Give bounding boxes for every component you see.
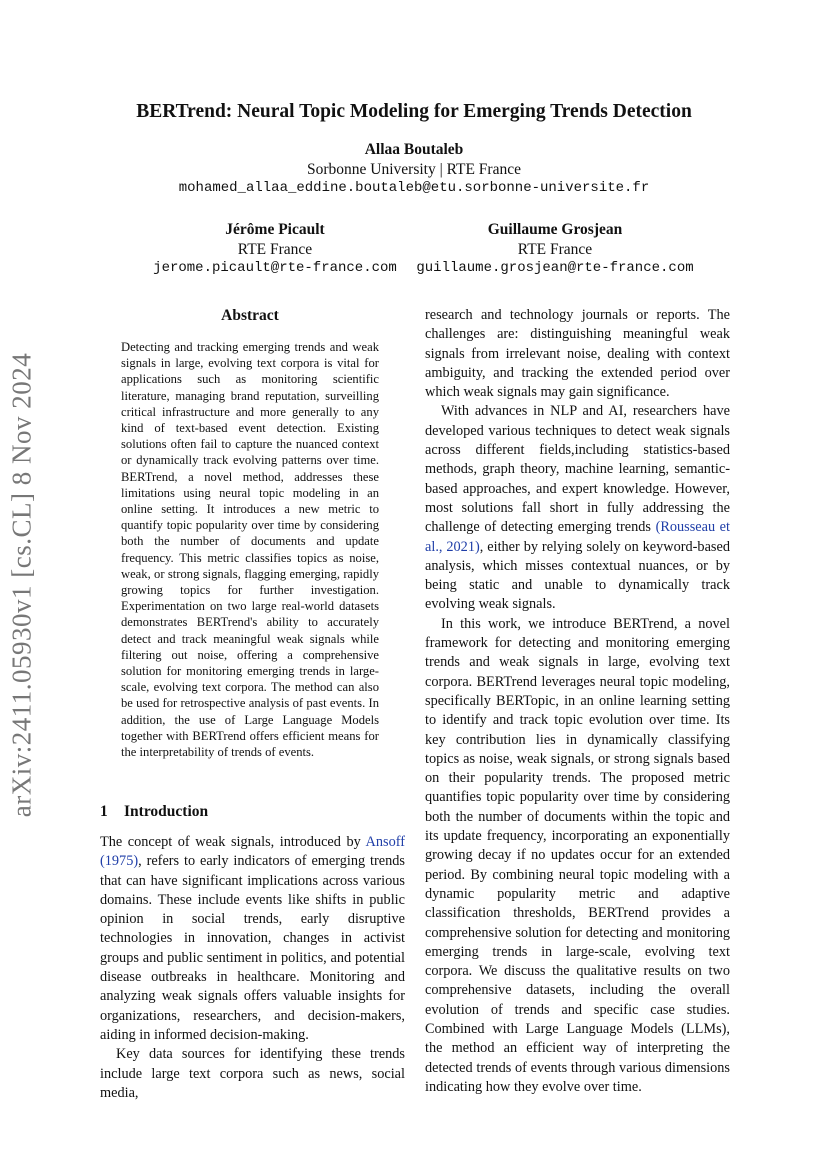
citation-link[interactable]: Ansoff (1975) (100, 834, 405, 870)
citation-link[interactable]: (Rousseau et al., 2021) (425, 519, 731, 555)
author-affiliation: RTE France (237, 240, 313, 258)
author-name: Jérôme Picault (225, 221, 325, 238)
author-affiliation: Sorbonne University | RTE France (307, 160, 521, 178)
author-email: jerome.picault@rte-france.com (153, 260, 397, 276)
left-column-body (100, 833, 405, 1103)
section-title: Introduction (124, 803, 209, 820)
intro-paragraph-2: Key data sources for identifying these trends include large text corpora such as news, social media, (100, 1046, 405, 1101)
author-email: mohamed_allaa_eddine.boutaleb@etu.sorbonne-universite.fr (178, 180, 650, 196)
author-block-3 (410, 220, 700, 279)
paragraph-text: , either by relying solely on keyword-based analysis, which misses contextual nuances, or by being static and unable to dynamically track evolving weak signals. (425, 538, 730, 613)
author-block-1 (100, 140, 728, 199)
paragraph-text: The concept of weak signals, introduced by (100, 834, 366, 850)
author-name: Guillaume Grosjean (487, 221, 623, 238)
author-email: guillaume.grosjean@rte-france.com (416, 260, 694, 276)
paragraph-text: With advances in NLP and AI, researchers have developed various techniques to detect weak signals across different fields,including statistics-based methods, graph theory, machine learning, semantic-based approaches, and expert knowledge. However, most solutions fall short in fully addressing the challenge of detecting emerging trends (425, 403, 730, 536)
arxiv-stamp-text: arXiv:2411.05930v1 [cs.CL] 8 Nov 2024 (6, 352, 37, 818)
abstract-heading: Abstract (221, 307, 279, 324)
paragraph-text: , refers to early indicators of emerging trends that can have significant implications across various domains. These include events like shifts in public opinion in social trends, early disruptive technologies in innovation, changes in activist groups and public sentiment in politics, and potential disease outbreaks in healthcare. Monitoring and analyzing weak signals offers valuable insights for organizations, researchers, and decision-makers, aiding in informed decision-making. (100, 853, 405, 1043)
author-block-2 (140, 220, 410, 279)
intro-paragraph-1 (100, 833, 405, 1045)
abstract-body: Detecting and tracking emerging trends and weak signals in large, evolving text corpora is vital for applications such as monitoring scientific literature, managing brand reputation, surveilling critical infrastructure and more generally to any kind of text-based event detection. Existing solutions often fail to capture the nuanced context or dynamically track evolving patterns over time. BERTrend, a novel method, addresses these limitations using neural topic modeling in an online setting. It introduces a new metric to quantify topic popularity over time by considering both the number of documents and update frequency. This metric classifies topics as noise, weak, or strong signals, flagging emerging, rapidly growing topics for further investigation. Experimentation on two large real-world datasets demonstrates BERTrend's ability to accurately detect and track meaningful weak signals while filtering out noise, offering a comprehensive solution for monitoring emerging trends in large-scale, evolving text corpora. The method can also be used for retrospective analysis of past events. In addition, the use of Large Language Models together with BERTrend offers efficient means for the interpretability of trends of events. (121, 340, 379, 760)
intro-paragraph-4: In this work, we introduce BERTrend, a novel framework for detecting and monitoring emerging trends and weak signals in large, evolving text corpora. BERTrend leverages neural topic modeling, specifically BERTopic, in an online learning setting to identify and track topic evolution over time. Its key contribution lies in dynamically classifying topics as noise, weak signals, or strong signals based on their popularity trends. The proposed metric quantifies topic popularity over time by considering both the number of documents within the topic and its update frequency, incorporating an exponentially growing decay if no updates occur for an extended period. By combining neural topic modeling with a dynamic popularity metric and adaptive classification thresholds, BERTrend provides a comprehensive solution for detecting and monitoring emerging trends in large-scale, evolving text corpora. We discuss the qualitative results on two comprehensive datasets, including the overall evolution of trends and specific case studies. Combined with Large Language Models (LLMs), the method an efficient way of interpreting the detected trends of events through various dimensions indicating how they evolve over time. (425, 615, 730, 1095)
intro-paragraph-continued: research and technology journals or reports. The challenges are: distinguishing meaningful weak signals from irrelevant noise, dealing with context ambiguity, and tracking the extended period over which weak signals may gain significance. (425, 307, 730, 401)
right-column-body (425, 306, 730, 1097)
intro-paragraph-3 (425, 402, 730, 614)
section-number: 1 (100, 803, 108, 820)
paper-title: BERTrend: Neural Topic Modeling for Emerging Trends Detection (136, 101, 692, 122)
section-heading-introduction (100, 803, 208, 821)
author-name: Allaa Boutaleb (364, 141, 464, 158)
author-affiliation: RTE France (517, 240, 593, 258)
